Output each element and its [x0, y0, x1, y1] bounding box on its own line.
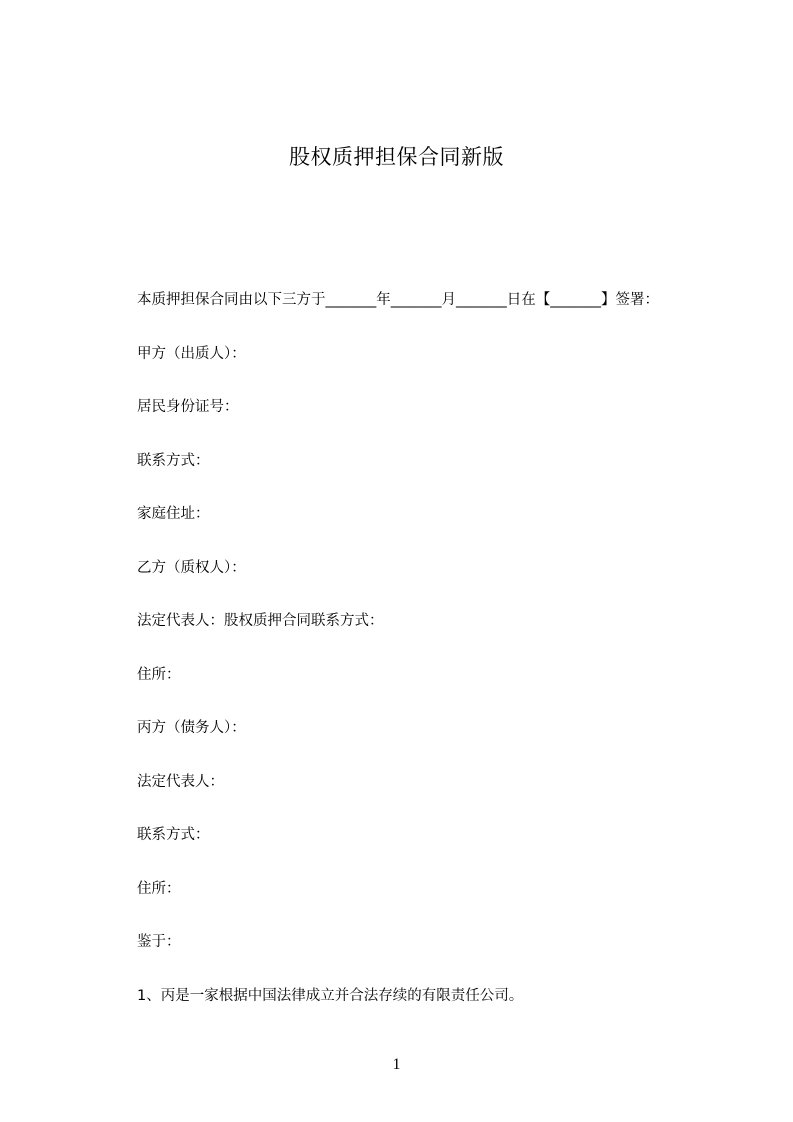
id-number-label: 居民身份证号： [137, 399, 239, 415]
party-b-label: 乙方（质权人）： [137, 560, 246, 576]
signing-statement: 本质押担保合同由以下三方于_______年_______月_______日在【_______】签署： [137, 292, 659, 308]
document-title: 股权质押担保合同新版 [289, 145, 504, 169]
contact-label-c: 联系方式： [137, 827, 210, 843]
address-label: 住所： [137, 667, 181, 683]
party-c-label: 丙方（债务人）： [137, 720, 246, 736]
page-number: 1 [392, 1056, 401, 1073]
legal-rep-contact-label: 法定代表人：股权质押合同联系方式： [137, 613, 384, 629]
address-label-c: 住所： [137, 881, 181, 897]
recital-1: 1、丙是一家根据中国法律成立并合法存续的有限责任公司。 [137, 988, 524, 1004]
contact-label: 联系方式： [137, 453, 210, 469]
legal-rep-label: 法定代表人： [137, 774, 224, 790]
whereas-label: 鉴于： [137, 934, 181, 950]
party-a-label: 甲方（出质人）： [137, 346, 246, 362]
home-address-label: 家庭住址： [137, 506, 210, 522]
